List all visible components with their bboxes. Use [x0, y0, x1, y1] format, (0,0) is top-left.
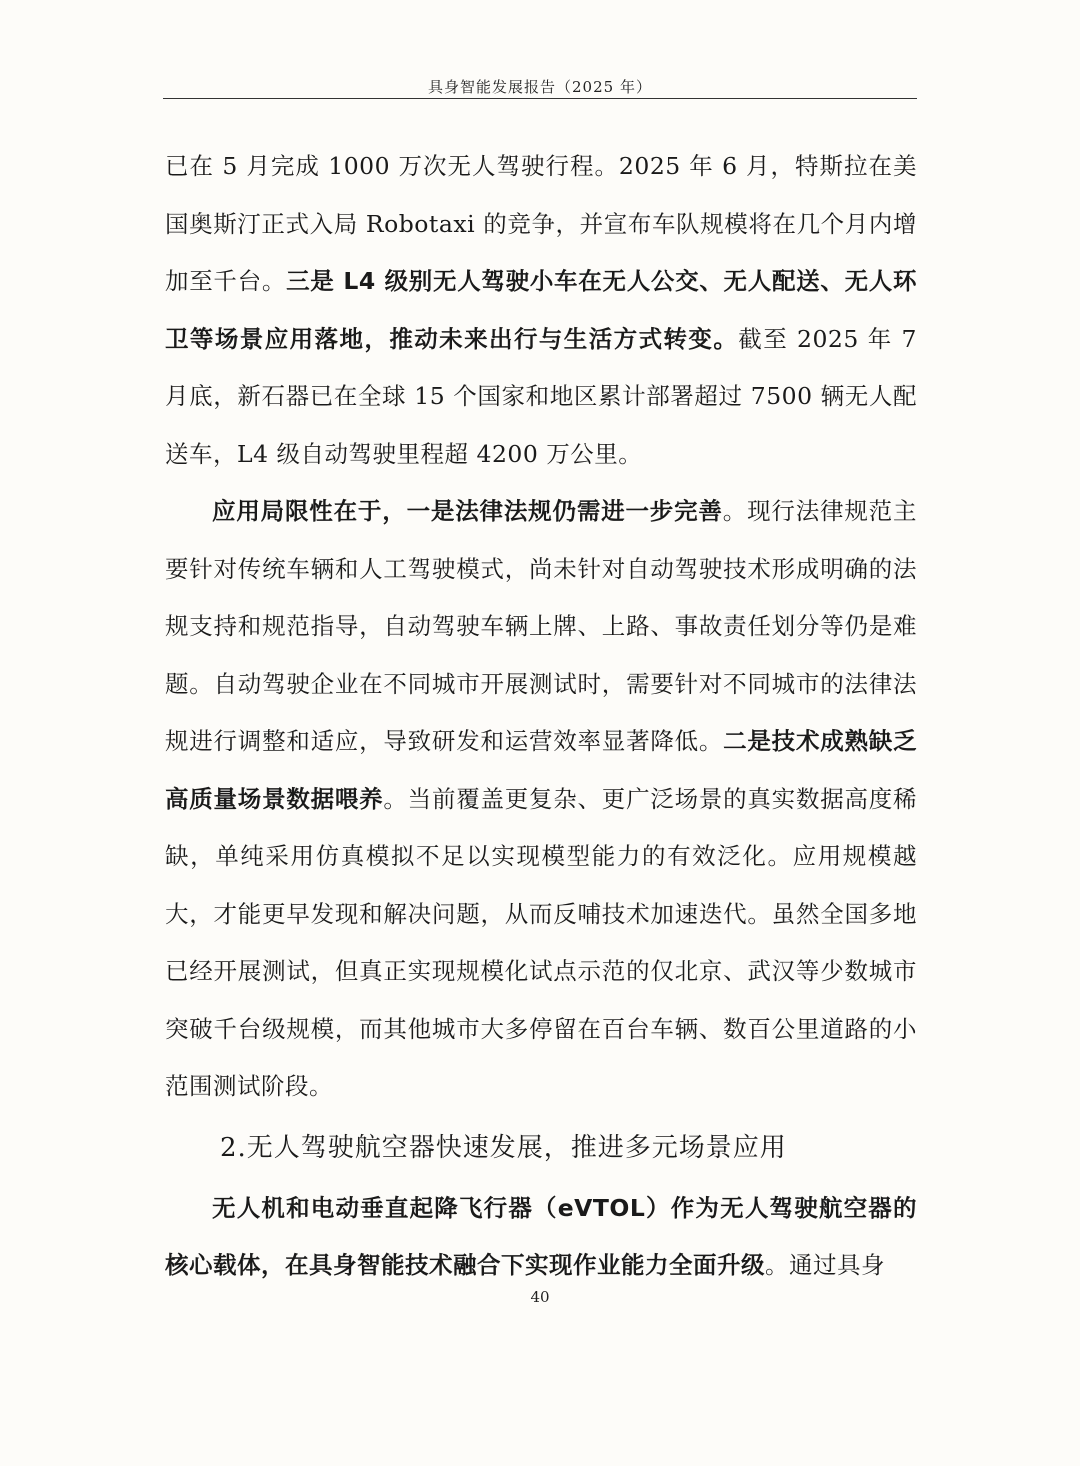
bold-point-evtol: 无人机和电动垂直起降飞行器（eVTOL）作为无人驾驶航空器的核心载体，在具身智能技术融合下实现作业能力全面升级	[165, 1193, 917, 1279]
paragraph-uav	[165, 1180, 917, 1295]
running-header: 具身智能发展报告（2025 年）	[428, 78, 652, 96]
paragraph-text: 已在 5 月完成 1000 万次无人驾驶行程。2025 年 6 月，特斯拉在美国奥斯汀正式入局 Robotaxi 的竞争，并宣布车队规模将在几个月内增加至千台。	[165, 152, 917, 295]
paragraph-text: 截至 2025 年 7 月底，新石器已在全球 15 个国家和地区累计部署超过 7500 辆无人配送车，L4 级自动驾驶里程超 4200 万公里。	[165, 324, 917, 468]
body-text	[165, 138, 917, 1295]
header-rule	[163, 98, 917, 99]
bold-point-law: 应用局限性在于，一是法律法规仍需进一步完善	[212, 497, 723, 525]
bold-point-l4: 三是 L4 级别无人驾驶小车在无人公交、无人配送、无人环卫等场景应用落地，推动未来出行与生活方式转变。	[165, 267, 917, 353]
page-number: 40	[530, 1288, 550, 1306]
paragraph-limitations	[165, 483, 917, 1116]
paragraph-robotaxi	[165, 138, 917, 483]
section-heading: 2.无人驾驶航空器快速发展，推进多元场景应用	[220, 1132, 787, 1163]
paragraph-text: 。现行法律规范主要针对传统车辆和人工驾驶模式，尚未针对自动驾驶技术形成明确的法规支持和规范指导，自动驾驶车辆上牌、上路、事故责任划分等仍是难题。自动驾驶企业在不同城市开展测试时，需要针对不同城市的法律法规进行调整和适应，导致研发和运营效率显著降低。	[165, 497, 917, 755]
paragraph-text: 。当前覆盖更复杂、更广泛场景的真实数据高度稀缺，单纯采用仿真模拟不足以实现模型能力的有效泛化。应用规模越大，才能更早发现和解决问题，从而反哺技术加速迭代。虽然全国多地已经开展测试，但真正实现规模化试点示范的仅北京、武汉等少数城市突破千台级规模，而其他城市大多停留在百台车辆、数百公里道路的小范围测试阶段。	[165, 784, 918, 1100]
bold-point-data: 二是技术成熟缺乏高质量场景数据喂养	[165, 727, 918, 813]
paragraph-text: 。通过具身	[765, 1251, 885, 1279]
